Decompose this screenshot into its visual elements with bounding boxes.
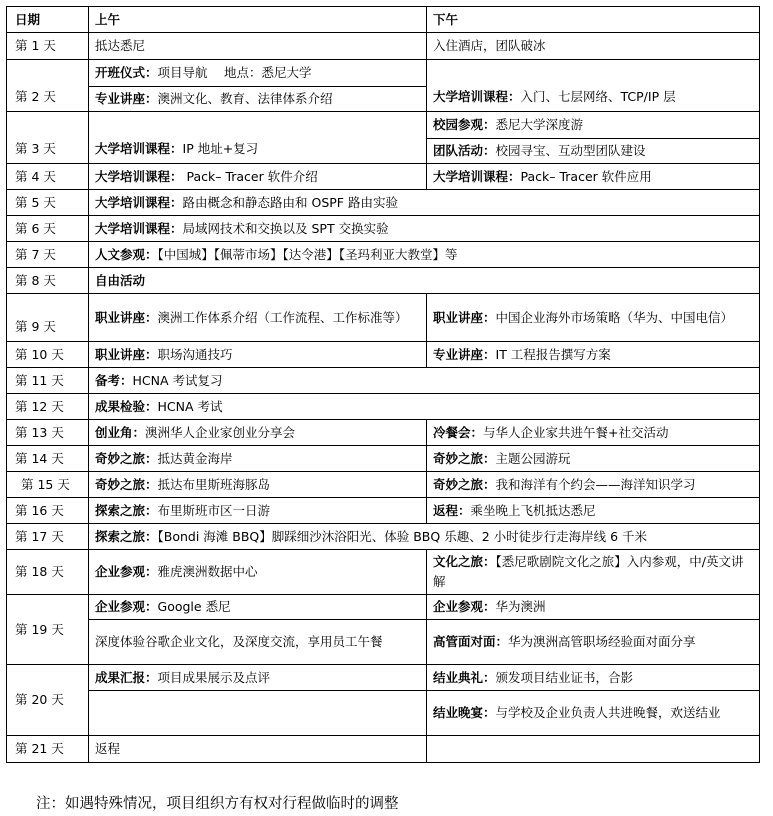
pm-cell bbox=[427, 164, 760, 190]
table-row bbox=[7, 342, 760, 368]
activity-label: 高管面对面： bbox=[433, 634, 509, 649]
am-cell bbox=[89, 87, 427, 112]
activity-label: 大学培训课程： bbox=[433, 168, 521, 184]
pm-cell bbox=[427, 691, 760, 736]
activity-text: 布里斯班市区一日游 bbox=[157, 502, 271, 518]
table-row bbox=[7, 242, 760, 268]
activity-label: 成果汇报： bbox=[95, 669, 158, 685]
day-cell: 第 4 天 bbox=[7, 164, 89, 190]
activity-text: 主题公园游玩 bbox=[495, 450, 571, 466]
activity-label: 结业典礼： bbox=[433, 669, 496, 685]
activity-text: 颁发项目结业证书，合影 bbox=[495, 669, 634, 685]
activity-text: IT 工程报告撰写方案 bbox=[495, 346, 611, 362]
table-header-row bbox=[7, 7, 760, 33]
activity-text: 【悉尼歌剧院文化之旅】入内参观，中/英文讲解 bbox=[433, 554, 744, 589]
table-row bbox=[7, 472, 760, 498]
activity-label: 结业晚宴： bbox=[433, 705, 496, 720]
activity-text: 【Bondi 海滩 BBQ】脚踩细沙沐浴阳光、体验 BBQ 乐趣、2 小时徒步行走海岸线 6 千米 bbox=[157, 528, 648, 544]
activity-label: 职业讲座： bbox=[95, 309, 158, 325]
activity-label: 备考： bbox=[95, 372, 133, 388]
pm-cell bbox=[427, 112, 760, 139]
am-cell bbox=[89, 164, 427, 190]
activity-text: 项目成果展示及点评 bbox=[157, 669, 271, 685]
am-cell: 抵达悉尼 bbox=[89, 33, 427, 60]
day-cell: 第 17 天 bbox=[7, 524, 89, 550]
activity-text: 路由概念和静态路由和 OSPF 路由实验 bbox=[182, 194, 398, 210]
activity-text: 澳洲文化、教育、法律体系介绍 bbox=[157, 91, 333, 106]
activity-label: 奇妙之旅： bbox=[95, 476, 158, 492]
activity-label: 奇妙之旅： bbox=[95, 450, 158, 466]
activity-text: HCNA 考试复习 bbox=[132, 372, 223, 388]
table-row bbox=[7, 420, 760, 446]
activity-cell bbox=[89, 216, 760, 242]
activity-text: 与华人企业家共进午餐+社交活动 bbox=[483, 424, 669, 440]
activity-label: 探索之旅： bbox=[95, 502, 158, 518]
activity-label: 专业讲座： bbox=[433, 346, 496, 362]
table-row bbox=[7, 620, 760, 665]
am-cell bbox=[89, 294, 427, 342]
activity-label: 奇妙之旅： bbox=[433, 476, 496, 492]
activity-label: 大学培训课程： bbox=[433, 89, 521, 104]
day-cell: 第 14 天 bbox=[7, 446, 89, 472]
am-cell bbox=[89, 550, 427, 595]
activity-label: 校园参观： bbox=[433, 117, 496, 132]
am-cell bbox=[89, 446, 427, 472]
activity-label: 大学培训课程： bbox=[95, 220, 183, 236]
activity-text: 华为澳洲高管职场经验面对面分享 bbox=[508, 634, 696, 649]
activity-text: Google 悉尼 bbox=[157, 599, 231, 614]
table-row bbox=[7, 595, 760, 620]
activity-text: 抵达黄金海岸 bbox=[157, 450, 233, 466]
activity-label: 创业角： bbox=[95, 424, 146, 440]
pm-cell bbox=[427, 294, 760, 342]
activity-text: 局域网技术和交换以及 SPT 交换实验 bbox=[182, 220, 389, 236]
activity-label: 奇妙之旅： bbox=[433, 450, 496, 466]
table-row bbox=[7, 498, 760, 524]
day-cell: 第 3 天 bbox=[7, 112, 89, 164]
table-row bbox=[7, 112, 760, 139]
footnote: 注：如遇特殊情况，项目组织方有权对行程做临时的调整 bbox=[36, 796, 399, 812]
pm-cell bbox=[427, 472, 760, 498]
pm-cell bbox=[427, 595, 760, 620]
activity-label: 返程： bbox=[433, 502, 471, 518]
activity-text: 澳洲华人企业家创业分享会 bbox=[145, 424, 296, 440]
day-cell: 第 9 天 bbox=[7, 294, 89, 342]
pm-cell bbox=[427, 446, 760, 472]
table-row bbox=[7, 33, 760, 60]
activity-text: IP 地址+复习 bbox=[182, 141, 259, 156]
activity-cell bbox=[89, 524, 760, 550]
table-row bbox=[7, 294, 760, 342]
activity-text: 华为澳洲 bbox=[495, 599, 546, 614]
activity-text: 雅虎澳洲数据中心 bbox=[157, 564, 258, 579]
pm-cell: 入住酒店，团队破冰 bbox=[427, 33, 760, 60]
activity-text: 【中国城】【佩蒂市场】【达令港】【圣玛利亚大教堂】等 bbox=[157, 246, 458, 262]
activity-text: 与学校及企业负责人共进晚餐，欢送结业 bbox=[495, 705, 721, 720]
activity-label: 大学培训课程： bbox=[95, 141, 183, 156]
activity-text: 校园寻宝、互动型团队建设 bbox=[495, 143, 646, 158]
activity-label: 团队活动： bbox=[433, 143, 496, 158]
activity-label: 专业讲座： bbox=[95, 91, 158, 106]
day-cell: 第 12 天 bbox=[7, 394, 89, 420]
activity-cell bbox=[89, 190, 760, 216]
table-row bbox=[7, 550, 760, 595]
day-cell: 第 6 天 bbox=[7, 216, 89, 242]
am-cell bbox=[89, 420, 427, 446]
am-cell bbox=[89, 595, 427, 620]
am-cell: 返程 bbox=[89, 736, 427, 763]
day-cell: 第 15 天 bbox=[7, 472, 89, 498]
activity-text: 悉尼大学深度游 bbox=[495, 117, 584, 132]
pm-cell bbox=[427, 139, 760, 164]
day-cell: 第 2 天 bbox=[7, 60, 89, 112]
activity-text: Pack– Tracer 软件应用 bbox=[520, 168, 652, 184]
header-day: 日期 bbox=[7, 7, 89, 33]
header-pm: 下午 bbox=[427, 7, 760, 33]
am-cell bbox=[89, 342, 427, 368]
activity-text: 我和海洋有个约会——海洋知识学习 bbox=[495, 476, 696, 492]
activity-label: 开班仪式： bbox=[95, 65, 158, 80]
table-row bbox=[7, 394, 760, 420]
table-row bbox=[7, 446, 760, 472]
activity-text: 乘坐晚上飞机抵达悉尼 bbox=[470, 502, 596, 518]
activity-label: 成果检验： bbox=[95, 398, 158, 414]
itinerary-table bbox=[6, 6, 760, 763]
am-cell bbox=[89, 498, 427, 524]
am-cell bbox=[89, 691, 427, 736]
am-cell bbox=[89, 112, 427, 164]
day-cell: 第 21 天 bbox=[7, 736, 89, 763]
table-row bbox=[7, 164, 760, 190]
activity-label: 职业讲座： bbox=[95, 346, 158, 362]
day-cell: 第 20 天 bbox=[7, 665, 89, 736]
table-row bbox=[7, 665, 760, 691]
day-cell: 第 8 天 bbox=[7, 268, 89, 294]
day-cell: 第 1 天 bbox=[7, 33, 89, 60]
table-row bbox=[7, 736, 760, 763]
activity-text: 中国企业海外市场策略（华为、中国电信） bbox=[495, 309, 734, 325]
table-row bbox=[7, 216, 760, 242]
activity-label: 大学培训课程： bbox=[95, 168, 183, 184]
table-row bbox=[7, 60, 760, 87]
activity-label: 企业参观： bbox=[95, 599, 158, 614]
activity-text: 澳洲工作体系介绍（工作流程、工作标准等） bbox=[157, 309, 408, 325]
table-row bbox=[7, 368, 760, 394]
activity-label: 大学培训课程： bbox=[95, 194, 183, 210]
am-cell bbox=[89, 665, 427, 691]
am-cell bbox=[89, 472, 427, 498]
day-cell: 第 7 天 bbox=[7, 242, 89, 268]
am-cell bbox=[89, 620, 427, 665]
activity-label: 冷餐会： bbox=[433, 424, 484, 440]
header-am: 上午 bbox=[89, 7, 427, 33]
activity-label: 探索之旅： bbox=[95, 528, 158, 544]
day-cell: 第 16 天 bbox=[7, 498, 89, 524]
table-row bbox=[7, 524, 760, 550]
activity-cell bbox=[89, 242, 760, 268]
activity-label: 企业参观： bbox=[433, 599, 496, 614]
activity-text: 职场沟通技巧 bbox=[157, 346, 233, 362]
activity-text: HCNA 考试 bbox=[157, 398, 223, 414]
activity-label: 文化之旅： bbox=[433, 554, 496, 569]
activity-cell bbox=[89, 268, 760, 294]
table-row bbox=[7, 268, 760, 294]
pm-cell bbox=[427, 736, 760, 763]
activity-text: 抵达布里斯班海豚岛 bbox=[157, 476, 271, 492]
activity-label: 企业参观： bbox=[95, 564, 158, 579]
activity-cell bbox=[89, 368, 760, 394]
pm-cell bbox=[427, 60, 760, 112]
day-cell: 第 18 天 bbox=[7, 550, 89, 595]
pm-cell bbox=[427, 420, 760, 446]
activity-cell bbox=[89, 394, 760, 420]
activity-text: 深度体验谷歌企业文化，及深度交流，享用员工午餐 bbox=[95, 634, 383, 649]
day-cell: 第 11 天 bbox=[7, 368, 89, 394]
am-cell bbox=[89, 60, 427, 87]
activity-text: 项目导航 地点：悉尼大学 bbox=[157, 65, 312, 80]
pm-cell bbox=[427, 620, 760, 665]
day-cell: 第 19 天 bbox=[7, 595, 89, 665]
activity-label: 人文参观： bbox=[95, 246, 158, 262]
pm-cell bbox=[427, 342, 760, 368]
activity-label: 自由活动 bbox=[95, 272, 146, 288]
activity-label: 职业讲座： bbox=[433, 309, 496, 325]
day-cell: 第 13 天 bbox=[7, 420, 89, 446]
table-row bbox=[7, 190, 760, 216]
day-cell: 第 10 天 bbox=[7, 342, 89, 368]
day-cell: 第 5 天 bbox=[7, 190, 89, 216]
pm-cell bbox=[427, 498, 760, 524]
pm-cell bbox=[427, 550, 760, 595]
activity-text: Pack– Tracer 软件介绍 bbox=[182, 168, 318, 184]
table-row bbox=[7, 691, 760, 736]
pm-cell bbox=[427, 665, 760, 691]
activity-text: 入门、七层网络、TCP/IP 层 bbox=[520, 89, 676, 104]
